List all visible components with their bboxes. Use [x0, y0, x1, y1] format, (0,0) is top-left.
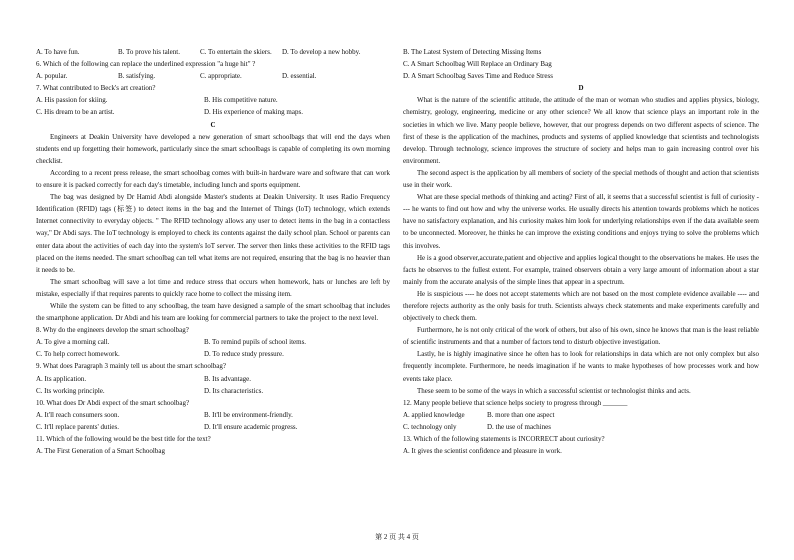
option: B. more than one aspect: [487, 410, 555, 419]
option: B. The Latest System of Detecting Missing Items: [403, 48, 542, 56]
option: C. To entertain the skiers.: [200, 48, 272, 56]
q10-options-ab: [36, 409, 390, 421]
option: A. It'll reach consumers soon.: [36, 410, 120, 419]
option: A. To have fun.: [36, 48, 80, 56]
option: C. It'll replace parents' duties.: [36, 422, 119, 431]
passage-title: D: [578, 84, 584, 93]
paragraph: He is suspicious ---- he does not accept statements which are not based on the most complete evidence available ---- and therefore rejects authority as the only basis for truth. Scientists always check statements and make experiments carefully and objectively to check them.: [403, 289, 759, 323]
option: C. His dream to be an artist.: [36, 108, 115, 117]
q7-options-ab: [36, 94, 390, 106]
option: D. It'll ensure academic progress.: [204, 422, 298, 431]
question-7: 7. What contributed to Beck's art creation?: [36, 84, 156, 93]
q12-options-ab: [403, 409, 759, 421]
option: A. It gives the scientist confidence and pleasure in work.: [403, 447, 562, 456]
q9-options-cd: [36, 385, 390, 397]
question-11: 11. Which of the following would be the best title for the text?: [36, 435, 211, 443]
option: A. To give a morning call.: [36, 338, 110, 347]
option: D. His experience of making maps.: [204, 108, 303, 117]
option: A. The First Generation of a Smart Schoolbag: [36, 447, 165, 456]
right-column: [403, 46, 759, 457]
question-6: 6. Which of the following can replace the underlined expression "a huge hit" ?: [36, 60, 256, 69]
option: D. To develop a new hobby.: [282, 48, 361, 56]
paragraph: The smart schoolbag will save a lot time and reduce stress that occurs when homework, hats or lunches are left by mistake, especially if that requires parents to quickly race home to collect the missing item.: [36, 277, 390, 298]
question-8: 8. Why do the engineers develop the smart schoolbag?: [36, 326, 189, 335]
option: B. Its advantage.: [204, 374, 252, 383]
paragraph: What are these special methods of thinking and acting? First of all, it seems that a successful scientist is full of curiosity ---- he wants to find out how and why the universe works. He usually directs his attention towards problems which he notices have no satisfactory explanation, and his curiosity makes him look for underlying relationships even if the data available seem to be unconnected. Moreover, he thinks he can improve the existing conditions and enjoys trying to solve the problems which this involves.: [403, 193, 759, 250]
q9-options-ab: [36, 373, 390, 385]
paragraph: Lastly, he is highly imaginative since he often has to look for relationships in data which are not only complex but also frequently incomplete. Furthermore, he needs imagination if he wants to make hypotheses of how processes work and how events take place.: [403, 350, 759, 383]
q8-options-ab: [36, 336, 390, 348]
option: B. To prove his talent.: [118, 48, 180, 56]
option: B. To remind pupils of school items.: [204, 338, 307, 347]
q6-options: [36, 70, 390, 82]
option: D. A Smart Schoolbag Saves Time and Reduce Stress: [403, 72, 553, 81]
option: A. popular.: [36, 72, 68, 81]
option: B. His competitive nature.: [204, 96, 278, 105]
option: B. It'll be environment-friendly.: [204, 410, 293, 419]
question-10: 10. What does Dr Abdi expect of the smart schoolbag?: [36, 398, 190, 407]
question-13: 13. Which of the following statements is INCORRECT about curiosity?: [403, 435, 605, 443]
question-12: 12. Many people believe that science helps society to progress through _______: [403, 398, 628, 407]
option: D. To reduce study pressure.: [204, 350, 284, 359]
option: C. Its working principle.: [36, 386, 105, 395]
paragraph: The bag was designed by Dr Hamid Abdi alongside Master's students at Deakin University. It uses Radio Frequency Identification (RFID) tags (标签) to detect items in the bag and the Internet of Things (IoT) technology, which extends Internet connectivity to everyday objects. " The RFID technology allows any user to detect items in the bag in a contactless way," Dr Abdi says. The IoT technology is employed to check its contents against the daily school plan. School or parents can enter data about the activities of each day into the system's IoT server. The server then links these activities to the RFID tags placed on the items needed. The smart schoolbag can tell what items are not required, ensuring that the bag is no heavier than it needs to be.: [36, 193, 390, 274]
question-9: 9. What does Paragraph 3 mainly tell us about the smart schoolbag?: [36, 362, 226, 371]
paragraph: Engineers at Deakin University have developed a new generation of smart schoolbags that will end the days when students end up forgetting their homework, particularly since the smart schoolbags is capable of completing its own morning checklist.: [36, 132, 390, 165]
option: D. the use of machines: [487, 422, 551, 431]
paragraph: According to a recent press release, the smart schoolbag comes with built-in hardware ware and software that can work to ensure it is packed correctly for each day's timetable, including lunch and sports equipment.: [36, 168, 390, 190]
option: C. appropriate.: [200, 72, 242, 81]
q12-options-cd: [403, 421, 759, 433]
passage-title: C: [210, 120, 216, 129]
option: A. His passion for skiing.: [36, 96, 108, 105]
page-number-footer: 第 2 页 共 4 页: [375, 533, 419, 541]
option: B. satisfying.: [118, 72, 156, 81]
q8-options-cd: [36, 348, 390, 360]
option: C. To help correct homework.: [36, 350, 120, 359]
paragraph: While the system can be fitted to any schoolbag, the team have designed a sample of the smart schoolbag that includes the smartphone application. Dr Abdi and his team are looking for commercial partners to take the project to the next level.: [36, 301, 390, 323]
option: A. Its application.: [36, 374, 87, 383]
paragraph: What is the nature of the scientific attitude, the attitude of the man or woman who studies and applies physics, biology, chemistry, geology, engineering, medicine or any other science? We all know that science plays an important role in the societies in which we live. Many people believe, however, that our progress depends on two different aspects of science. The first of these is the application of the machines, products and systems of applied knowledge that scientists and technologists develop. Through technology, science improves the structure of society and helps man to gain increasing control over his environment.: [403, 96, 759, 165]
q10-options-cd: [36, 421, 390, 433]
option: A. applied knowledge: [403, 410, 465, 419]
left-column: [36, 46, 390, 457]
option: D. essential.: [282, 72, 317, 81]
paragraph: He is a good observer,accurate,patient and objective and applies logical thought to the observations he makes. He uses the facts he observes to the fullest extent. For example, trained observers obtain a very large amount of information about a star mainly from the accurate analysis of the simple lines that appear in a spectrum.: [403, 253, 759, 286]
paragraph: These seem to be some of the ways in which a successful scientist or technologist thinks and acts.: [417, 386, 691, 395]
paragraph: Furthermore, he is not only critical of the work of others, but also of his own, since he knows that man is the least reliable of scientific instruments and that a number of factors tend to disturb objective investigation.: [403, 326, 759, 347]
q5-options: [36, 46, 390, 58]
option: D. Its characteristics.: [204, 386, 264, 395]
option: C. technology only: [403, 422, 457, 431]
option: C. A Smart Schoolbag Will Replace an Ordinary Bag: [403, 60, 552, 69]
q7-options-cd: [36, 106, 390, 118]
paragraph: The second aspect is the application by all members of society of the special methods of thought and action that scientists use in their work.: [403, 168, 759, 190]
